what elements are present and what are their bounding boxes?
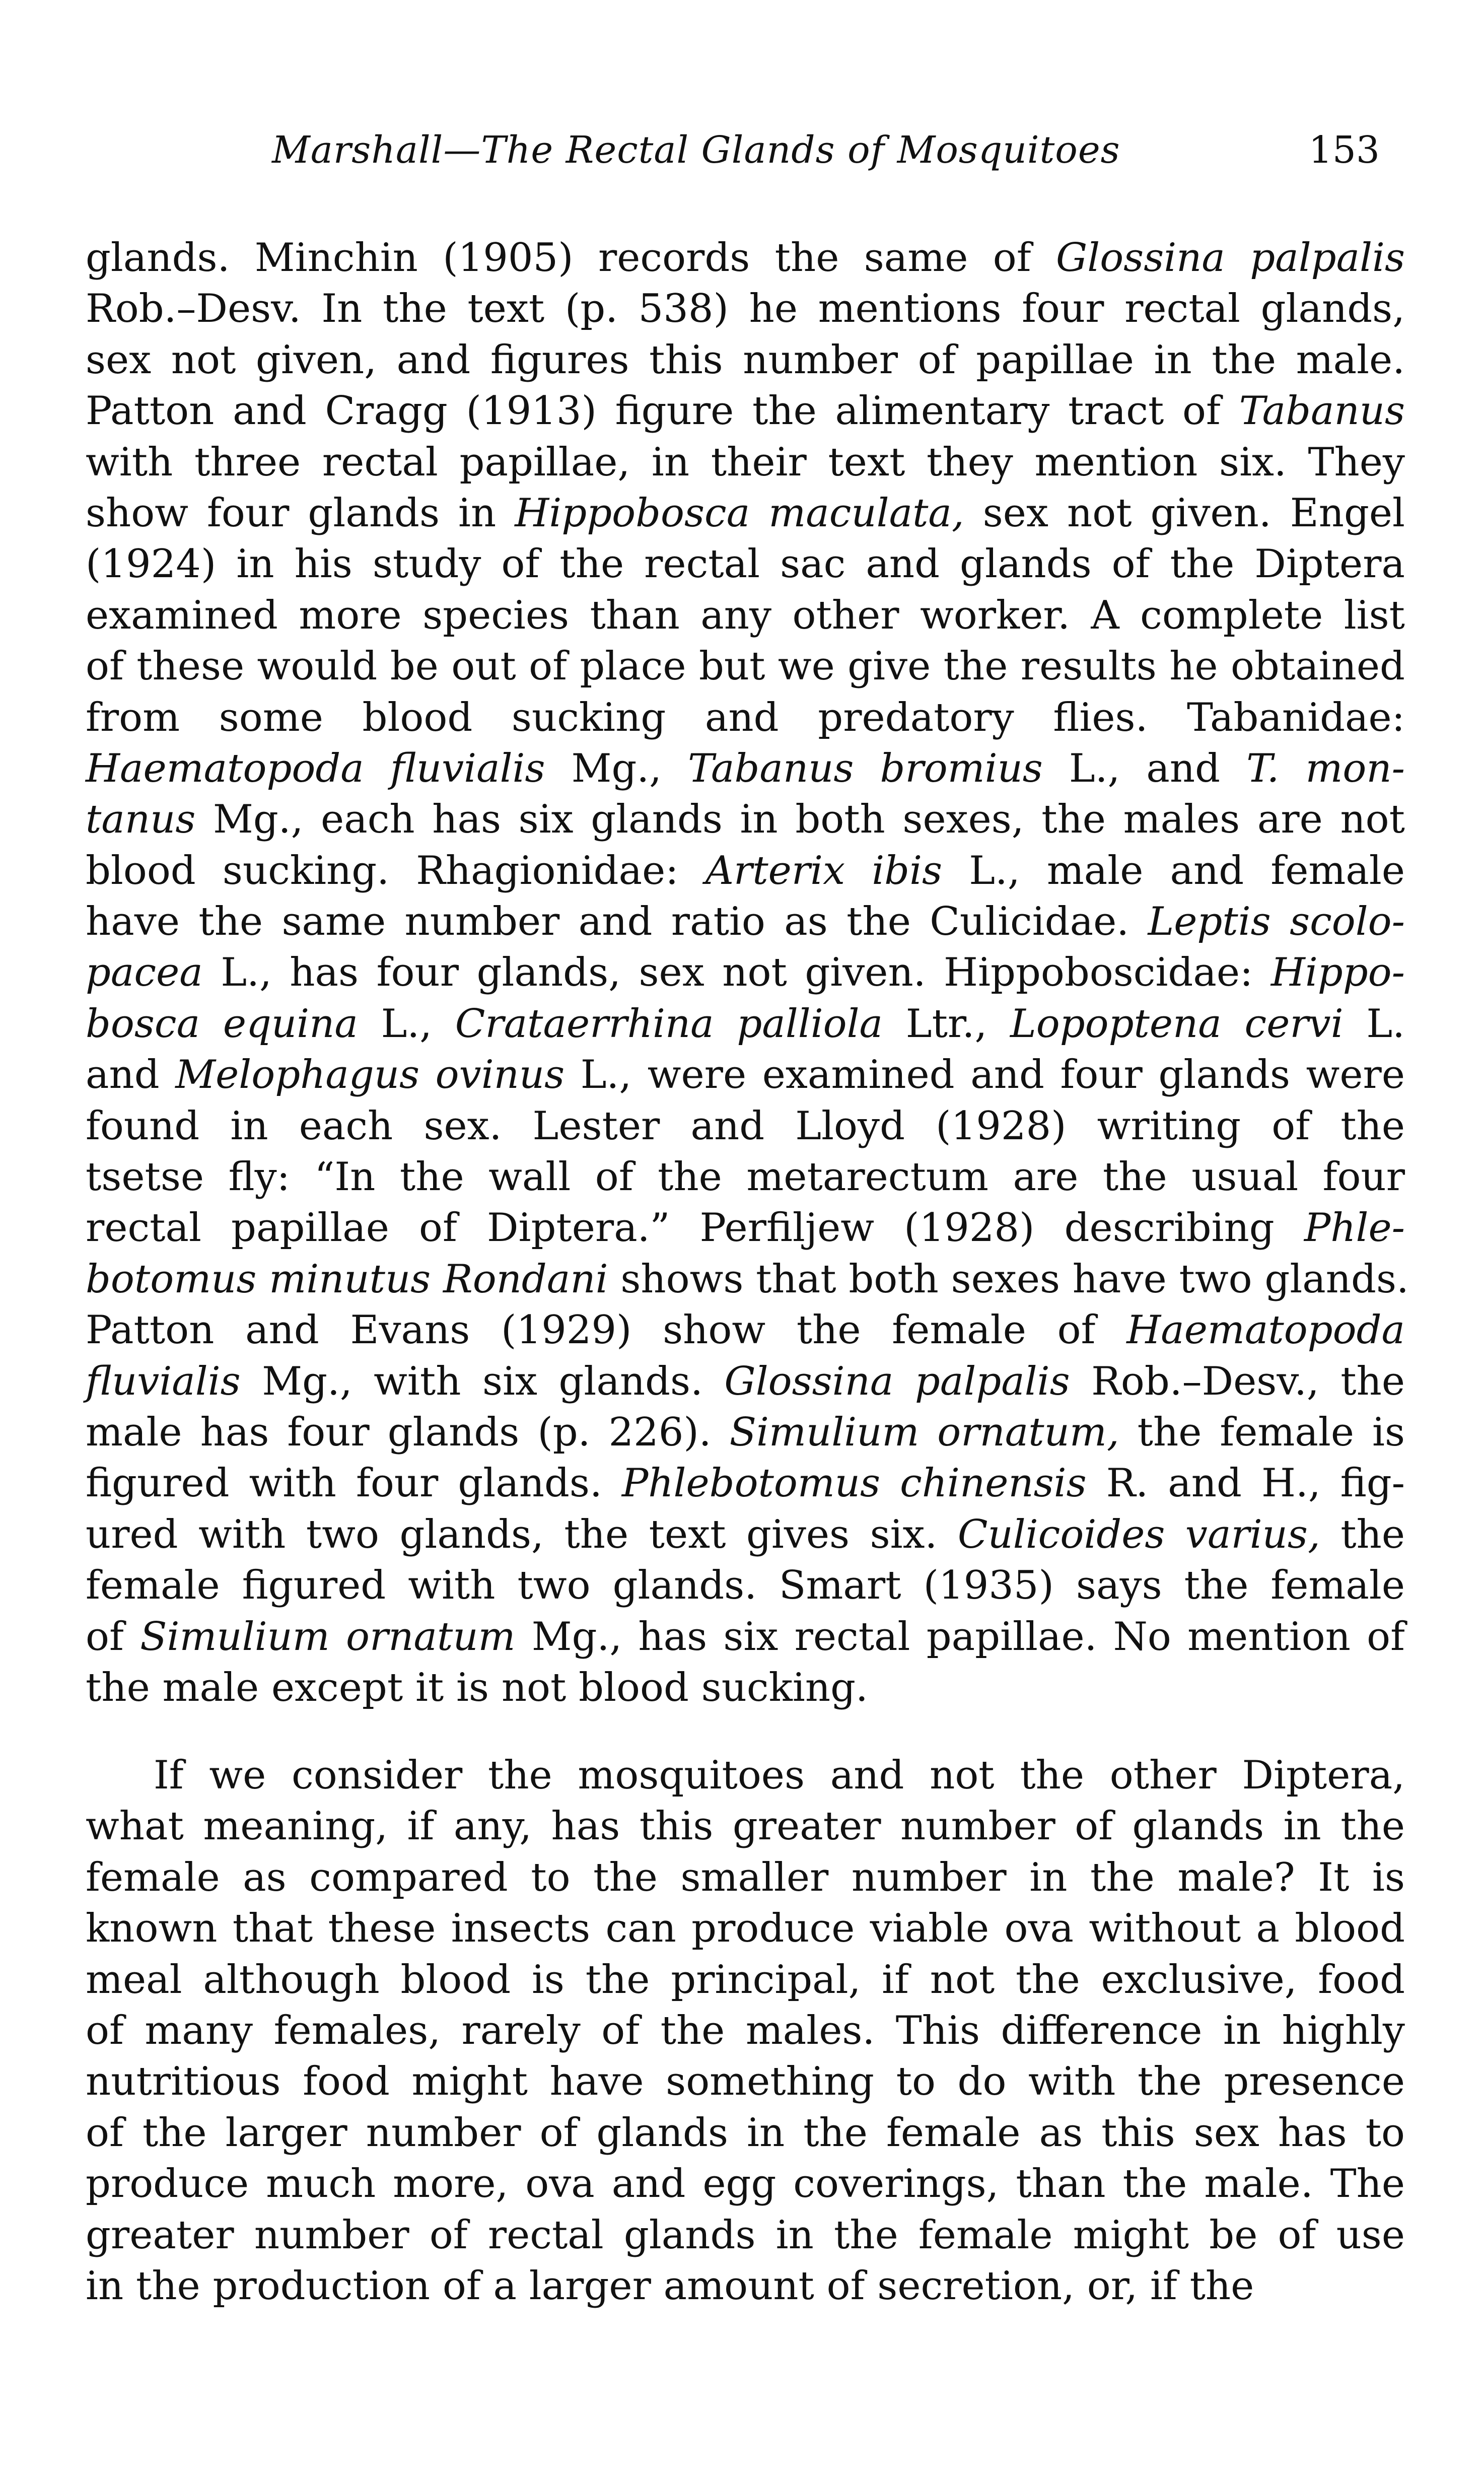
text-line (86, 1254, 1409, 1305)
text-line (86, 233, 1405, 284)
text-segment: of the larger number of glands in the female as this sex has to (86, 2110, 1405, 2156)
text-line (86, 2261, 1405, 2312)
text-segment: nutritious food might have something to do with the presence (86, 2059, 1405, 2105)
text-line (86, 794, 1405, 845)
text-segment: of these would be out of place but we give the results he obtained (86, 644, 1405, 689)
italic-text: fluvialis (86, 1358, 241, 1404)
text-segment: Mg., with six glands. (240, 1358, 725, 1404)
text-segment: the female is (1119, 1409, 1405, 1455)
text-line (86, 1663, 1405, 1713)
text-segment: ured with two glands, the text gives six. (86, 1511, 958, 1557)
text-segment: If we consider the mosquitoes and not the other Diptera, (154, 1753, 1405, 1798)
italic-text: Simulium ornatum, (729, 1409, 1119, 1455)
text-segment: what meaning, if any, has this greater number of glands in the (86, 1804, 1405, 1849)
text-segment: female as compared to the smaller number in the male? It is (86, 1854, 1405, 1900)
italic-text: Glossina palpalis (724, 1358, 1070, 1404)
text-line (86, 284, 1405, 334)
text-segment: Rob.–Desv., the (1070, 1358, 1405, 1404)
text-segment: R. and H., fig- (1086, 1461, 1405, 1506)
italic-text: Hippo- (1270, 950, 1405, 996)
text-segment: Mg., each has six glands in both sexes, the males are not (195, 797, 1405, 843)
text-segment: L. (1343, 1001, 1405, 1047)
text-segment: female figured with two glands. Smart (1935) says the female (86, 1563, 1405, 1609)
italic-text: T. mon- (1246, 745, 1405, 791)
text-segment: tsetse fly: “In the wall of the metarectum are the usual four (86, 1154, 1405, 1200)
italic-text: Haematopoda fluvialis (86, 745, 545, 791)
text-segment: Patton and Cragg (1913) figure the alimentary tract of (86, 388, 1239, 434)
text-segment: found in each sex. Lester and Lloyd (1928) writing of the (86, 1103, 1405, 1149)
text-line (86, 1458, 1405, 1509)
italic-text: tanus (86, 797, 196, 843)
italic-text: Tabanus bromius (688, 745, 1043, 791)
text-segment: the (1320, 1511, 1405, 1557)
text-line (86, 488, 1405, 539)
italic-text: Melophagus ovinus (175, 1052, 565, 1098)
text-segment: sex not given, and figures this number of papillae in the male. (86, 337, 1405, 383)
text-line (86, 539, 1405, 590)
text-segment: blood sucking. Rhagionidae: (86, 848, 705, 893)
text-line (86, 1152, 1405, 1203)
italic-text: Tabanus (1239, 388, 1405, 434)
text-line (86, 2159, 1405, 2210)
text-segment: in the production of a larger amount of secretion, or, if the (86, 2263, 1254, 2309)
text-line (86, 2108, 1405, 2159)
text-segment: Mg., has six rectal papillae. No mention of (515, 1614, 1405, 1660)
body-paragraph (86, 1750, 1405, 2312)
text-line (86, 999, 1405, 1050)
italic-text: Phlebotomus chinensis (621, 1461, 1087, 1506)
text-line (86, 1612, 1405, 1663)
text-line (86, 947, 1405, 998)
text-segment: with three rectal papillae, in their text they mention six. They (86, 439, 1405, 485)
text-segment: L., were examined and four glands were (564, 1052, 1405, 1098)
italic-text: Glossina palpalis (1055, 235, 1405, 281)
text-line (86, 386, 1405, 437)
text-segment: the male except it is not blood sucking. (86, 1665, 868, 1710)
text-line (86, 1903, 1405, 1954)
text-line (86, 1101, 1405, 1152)
text-line (86, 590, 1405, 641)
text-segment: glands. Minchin (1905) records the same of (86, 235, 1056, 281)
text-segment: Ltr., (883, 1001, 1010, 1047)
italic-text: bosca equina (86, 1001, 358, 1047)
text-line (86, 1203, 1405, 1254)
text-segment: Patton and Evans (1929) show the female of (86, 1307, 1127, 1353)
text-segment: of (86, 1614, 140, 1660)
text-line (86, 1050, 1405, 1100)
italic-text: Phle- (1304, 1205, 1405, 1251)
text-segment: male has four glands (p. 226). (86, 1409, 730, 1455)
italic-text: Lopoptena cervi (1010, 1001, 1344, 1047)
text-line (86, 1852, 1405, 1903)
text-line (86, 2210, 1405, 2261)
text-line (86, 1955, 1405, 2006)
italic-text: Leptis scolo- (1148, 899, 1405, 945)
italic-text: Simulium ornatum (140, 1614, 516, 1660)
text-segment: meal although blood is the principal, if not the exclusive, food (86, 1957, 1405, 2003)
text-line (86, 693, 1405, 743)
text-segment: produce much more, ova and egg coverings, than the male. The (86, 2161, 1405, 2207)
text-segment: sex not given. Engel (964, 490, 1405, 536)
text-segment: Mg., (545, 745, 688, 791)
italic-text: pacea (86, 950, 203, 996)
text-segment: (1924) in his study of the rectal sac and glands of the Diptera (86, 541, 1405, 587)
italic-text: Arterix ibis (705, 848, 943, 893)
page-number: 153 (1308, 128, 1380, 172)
text-segment: show four glands in (86, 490, 515, 536)
text-segment: L., has four glands, sex not given. Hippoboscidae: (202, 950, 1271, 996)
italic-text: Crataerrhina palliola (455, 1001, 883, 1047)
text-segment: Rob.–Desv. In the text (p. 538) he mentions four rectal glands, (86, 286, 1405, 332)
text-line (86, 641, 1405, 692)
text-line (86, 437, 1405, 488)
text-line (86, 335, 1405, 386)
text-line (86, 1750, 1405, 1801)
text-line (86, 1407, 1405, 1458)
page-header (272, 128, 1380, 184)
text-segment: have the same number and ratio as the Culicidae. (86, 899, 1148, 945)
text-line (86, 846, 1405, 896)
text-line (86, 1356, 1405, 1407)
text-segment: known that these insects can produce viable ova without a blood (86, 1906, 1405, 1952)
text-segment: L., (358, 1001, 455, 1047)
text-line (86, 1801, 1405, 1852)
text-line (86, 896, 1405, 947)
text-line (86, 2006, 1405, 2056)
text-segment: shows that both sexes have two glands. (608, 1256, 1409, 1302)
text-line (86, 1305, 1405, 1356)
text-segment: of many females, rarely of the males. This difference in highly (86, 2008, 1405, 2053)
text-segment: and (86, 1052, 176, 1098)
body-paragraph (86, 233, 1409, 1713)
text-segment: rectal papillae of Diptera.” Perfiljew (1928) describing (86, 1205, 1304, 1251)
text-segment: greater number of rectal glands in the female might be of use (86, 2212, 1405, 2258)
italic-text: Culicoides varius, (957, 1511, 1320, 1557)
text-segment: examined more species than any other worker. A complete list (86, 592, 1405, 638)
text-line (86, 743, 1405, 794)
text-segment: from some blood sucking and predatory flies. Tabanidae: (86, 695, 1405, 740)
text-line (86, 1509, 1405, 1560)
text-segment: figured with four glands. (86, 1461, 622, 1506)
text-line (86, 1560, 1405, 1611)
italic-text: Haematopoda (1126, 1307, 1405, 1353)
italic-text: botomus minutus Rondani (86, 1256, 608, 1302)
italic-text: Hippobosca maculata, (515, 490, 964, 536)
text-segment: L., male and female (942, 848, 1405, 893)
text-line (86, 2056, 1405, 2107)
text-segment: L., and (1042, 745, 1247, 791)
running-title: Marshall—The Rectal Glands of Mosquitoes (272, 128, 1120, 172)
